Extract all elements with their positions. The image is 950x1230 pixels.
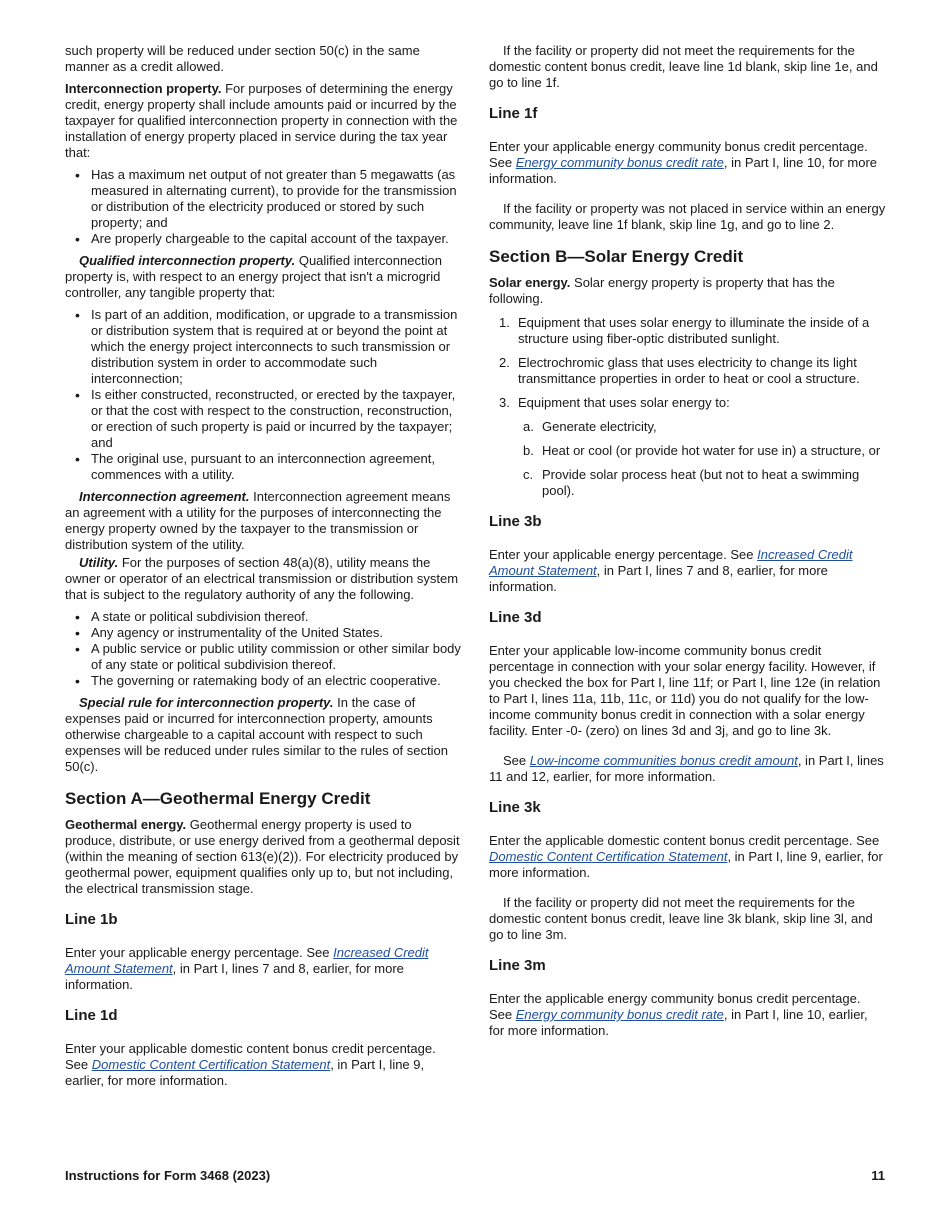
list-number: 2. — [499, 355, 510, 370]
utility-paragraph — [65, 555, 462, 603]
utility-text: For the purposes of section 48(a)(8), utility means the owner or operator of an electrical transmission or distribution system that is subject to the regulatory authority of any the following. — [65, 555, 459, 602]
qualified-interconnection-paragraph — [65, 253, 462, 301]
qualified-interconnection-heading: Qualified interconnection property. — [79, 253, 296, 268]
special-rule-heading: Special rule for interconnection property. — [79, 695, 334, 710]
energy-community-bonus-link[interactable]: Energy community bonus credit rate — [515, 155, 724, 170]
line-3m-title: Line 3m — [489, 957, 546, 974]
continuation-paragraph: such property will be reduced under section 50(c) in the same manner as a credit allowed. — [65, 43, 420, 74]
list-item: • Are properly chargeable to the capital account of the taxpayer. — [91, 231, 462, 247]
qualified-interconnection-text: Qualified interconnection property is, with respect to an energy project that isn't a microgrid controller, any tangible property that: — [65, 253, 442, 300]
line-3m-text: Enter the applicable energy community bonus credit percentage. See — [489, 991, 861, 1022]
line-1f-paragraph — [489, 139, 886, 187]
list-item-text: Provide solar process heat (but not to heat a swimming pool). — [542, 467, 860, 498]
list-item: • A state or political subdivision thereof. — [91, 609, 462, 625]
line-1f-note-paragraph: If the facility or property was not placed in service within an energy community, leave line 1f blank, skip line 1g, and go to line 2. — [489, 201, 886, 232]
list-item — [489, 315, 886, 347]
line-1b-text-end: , in Part I, lines 7 and 8, earlier, for more information. — [65, 961, 404, 992]
interconnection-property-text: For purposes of determining the energy credit, energy property shall include amounts paid or incurred by the taxpayer for qualified interconnection property in connection with the installation of energy property placed in service during the tax year that: — [65, 81, 458, 160]
interconnection-agreement-text: Interconnection agreement means an agreement with a utility for the purposes of interconnecting the energy property owned by the taxpayer to the transmission or distribution system of the utility. — [65, 489, 451, 552]
line-1f-text: Enter your applicable energy community bonus credit percentage. See — [489, 139, 868, 170]
line-1b-text: Enter your applicable energy percentage. See — [65, 945, 334, 960]
line-3d-see-text-end: , in Part I, lines 11 and 12, earlier, for more information. — [489, 753, 884, 784]
list-item: • Any agency or instrumentality of the United States. — [91, 625, 462, 641]
line-3d-title: Line 3d — [489, 609, 542, 626]
list-item — [518, 467, 886, 499]
line-3d-see-text: See — [503, 753, 530, 768]
form-title: Instructions for Form 3468 (2023) — [65, 1168, 271, 1183]
qualified-interconnection-list — [65, 307, 462, 483]
list-item-text: Heat or cool (or provide hot water for use in) a structure, or — [542, 443, 881, 458]
list-item: • Is either constructed, reconstructed, or erected by the taxpayer, or that the cost with respect to the construction, reconstruction, or erection of such property is paid or incurred by the taxpayer; and — [91, 387, 462, 451]
left-column — [65, 43, 462, 1095]
solar-energy-list — [489, 315, 886, 499]
geothermal-energy-text: Geothermal energy property is used to produce, distribute, or use energy derived from a geothermal deposit (within the meaning of section 613(e)(2)). For electricity produced by geothermal power, equipment qualifies only up to, but not including, the electrical transmission stage. — [65, 817, 460, 896]
list-item-text: Electrochromic glass that uses electricity to change its light transmittance properties in order to heat or cool a structure. — [518, 355, 860, 386]
line-3d-paragraph: Enter your applicable low-income community bonus credit percentage in connection with your solar energy facility. However, if you checked the box for Part I, line 11f; or Part I, line 12e (in relation to Part I, lines 11a, 11b, 11c, or 11d) you do not qualify for the low-income community bonus credit in connection with a solar energy facility. Enter -0- (zero) on lines 3d and 3j, and go to line 3k. — [489, 643, 881, 738]
solar-energy-paragraph — [489, 275, 886, 307]
line-3k-title: Line 3k — [489, 799, 541, 816]
domestic-content-certification-link[interactable]: Domestic Content Certification Statement — [91, 1057, 331, 1072]
interconnection-property-paragraph — [65, 81, 462, 161]
energy-community-bonus-link[interactable]: Energy community bonus credit rate — [515, 1007, 724, 1022]
line-3k-note-paragraph: If the facility or property did not meet the requirements for the domestic content bonus credit, leave line 3k blank, skip line 3l, and go to line 3m. — [489, 895, 873, 942]
line-3k-text-end: , in Part I, line 9, earlier, for more information. — [489, 849, 883, 880]
line-3b-title: Line 3b — [489, 513, 542, 530]
line-3k-paragraph — [489, 833, 886, 881]
list-item — [518, 443, 886, 459]
page-footer — [65, 1168, 885, 1184]
list-item: • The governing or ratemaking body of an electric cooperative. — [91, 673, 462, 689]
right-column — [489, 43, 886, 1045]
list-number: 3. — [499, 395, 510, 410]
low-income-communities-link[interactable]: Low-income communities bonus credit amount — [529, 753, 798, 768]
line-3m-text-end: , in Part I, line 10, earlier, for more information. — [489, 1007, 868, 1038]
increased-credit-amount-link[interactable]: Increased Credit Amount Statement — [489, 547, 853, 578]
line-1d-text: Enter your applicable domestic content bonus credit percentage. See — [65, 1041, 436, 1072]
special-rule-paragraph — [65, 695, 462, 775]
list-item-text: Equipment that uses solar energy to illuminate the inside of a structure using fiber-optic distributed sunlight. — [518, 315, 870, 346]
section-b-title: Section B—Solar Energy Credit — [489, 247, 744, 266]
solar-energy-heading: Solar energy. — [489, 275, 571, 290]
list-item: • The original use, pursuant to an interconnection agreement, commences with a utility. — [91, 451, 462, 483]
line-1d-title: Line 1d — [65, 1007, 118, 1024]
interconnection-property-heading: Interconnection property. — [65, 81, 222, 96]
solar-energy-text: Solar energy property is property that has the following. — [489, 275, 835, 306]
utility-list — [65, 609, 462, 689]
line-3b-paragraph — [489, 547, 886, 595]
domestic-content-certification-link[interactable]: Domestic Content Certification Statement — [489, 849, 728, 864]
list-letter: c. — [523, 467, 534, 482]
line-3b-text-end: , in Part I, lines 7 and 8, earlier, for more information. — [489, 563, 828, 594]
line-3d-see-paragraph — [489, 753, 886, 785]
line-1f-text-end: , in Part I, line 10, for more information. — [489, 155, 878, 186]
geothermal-energy-heading: Geothermal energy. — [65, 817, 187, 832]
interconnection-property-list — [65, 167, 462, 247]
solar-equipment-sublist — [518, 419, 886, 499]
list-item: • Is part of an addition, modification, or upgrade to a transmission or distribution system that is required at or beyond the point at which the energy project interconnects to such transmission or distribution system in order to accommodate such interconnection; — [91, 307, 462, 387]
interconnection-agreement-heading: Interconnection agreement. — [79, 489, 250, 504]
line-1d-continuation-paragraph: If the facility or property did not meet the requirements for the domestic content bonus credit, leave line 1d blank, skip line 1e, and go to line 1f. — [489, 43, 878, 90]
line-1f-title: Line 1f — [489, 105, 538, 122]
special-rule-text: In the case of expenses paid or incurred for interconnection property, amounts otherwise chargeable to a capital account with respect to such expenses will be reduced under rules similar to the rules of section 50(c). — [65, 695, 448, 774]
list-item-text: Equipment that uses solar energy to: — [518, 395, 730, 410]
list-item: • Has a maximum net output of not greater than 5 megawatts (as measured in alternating current), to provide for the transmission or distribution of the electricity produced or stored by such property; and — [91, 167, 462, 231]
section-a-title: Section A—Geothermal Energy Credit — [65, 789, 371, 808]
list-item — [489, 395, 886, 499]
line-3m-paragraph — [489, 991, 886, 1039]
line-3b-text: Enter your applicable energy percentage. See — [489, 547, 758, 562]
geothermal-energy-paragraph — [65, 817, 462, 897]
list-item — [518, 419, 886, 435]
line-1d-text-end: , in Part I, line 9, earlier, for more information. — [65, 1057, 425, 1088]
list-item-text: Generate electricity, — [542, 419, 657, 434]
line-1b-title: Line 1b — [65, 911, 118, 928]
list-letter: b. — [523, 443, 534, 458]
line-1d-paragraph — [65, 1041, 462, 1089]
list-number: 1. — [499, 315, 510, 330]
increased-credit-amount-link[interactable]: Increased Credit Amount Statement — [65, 945, 429, 976]
list-item: • A public service or public utility commission or other similar body of any state or political subdivision thereof. — [91, 641, 462, 673]
line-1b-paragraph — [65, 945, 462, 993]
list-letter: a. — [523, 419, 534, 434]
page-number: 11 — [871, 1168, 885, 1183]
list-item — [489, 355, 886, 387]
line-3k-text: Enter the applicable domestic content bonus credit percentage. See — [489, 833, 880, 848]
interconnection-agreement-paragraph — [65, 489, 462, 553]
utility-heading: Utility. — [79, 555, 119, 570]
